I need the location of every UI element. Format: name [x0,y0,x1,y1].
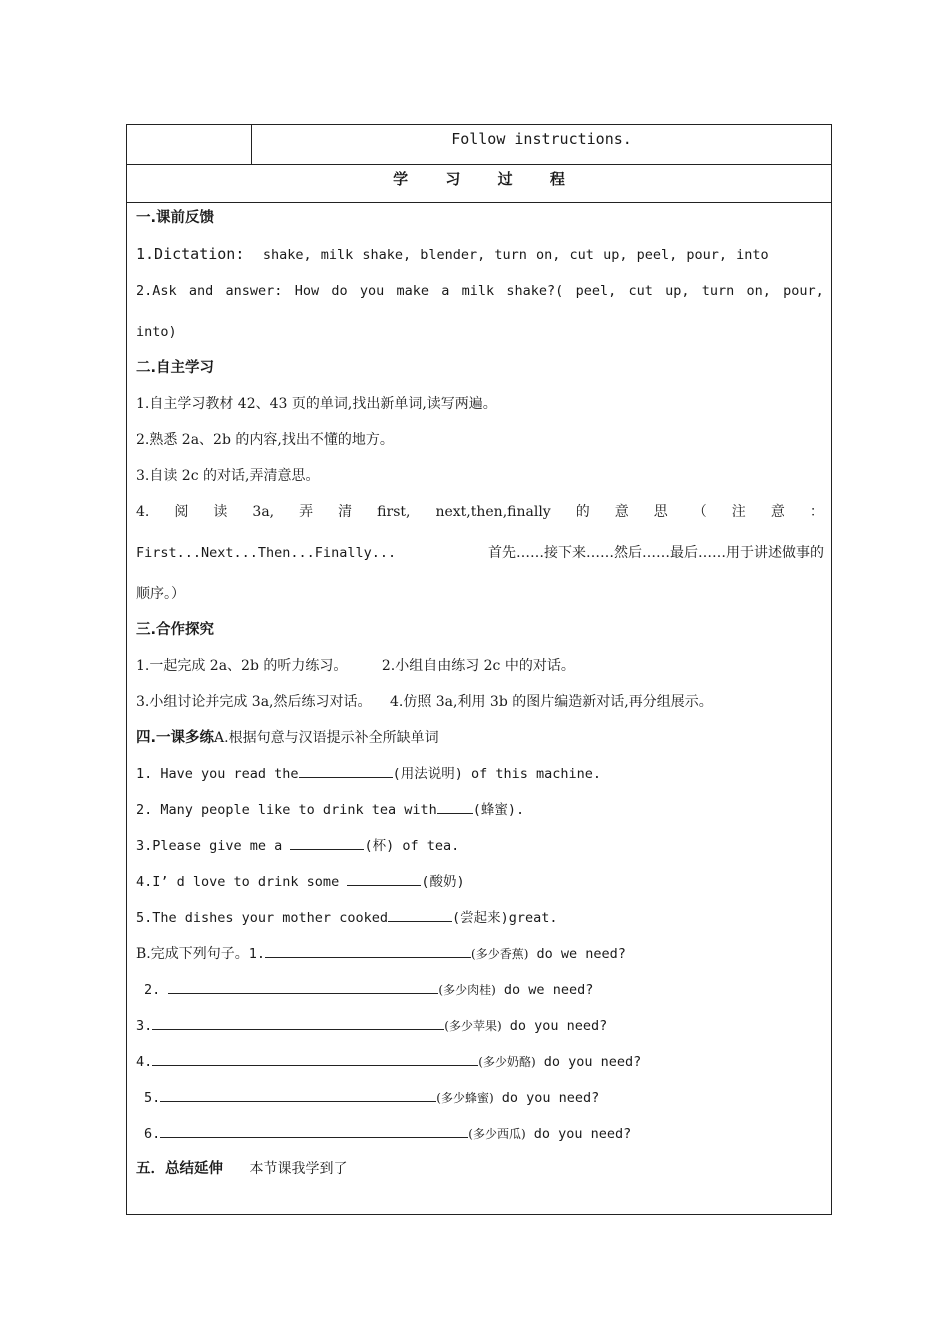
ask-answer-word: up, [665,283,690,299]
ask-answer-word: answer: [225,283,283,299]
a5-blank[interactable] [388,908,452,922]
exercise-b6 [144,1124,631,1144]
objective-text: Follow instructions. [451,130,632,148]
section-5-line [136,1159,347,1179]
ask-answer-word: make [396,283,429,299]
self-study-4-word: 的 [575,504,590,520]
a1-text: 1. Have you read the [136,766,299,782]
coop-line-2 [136,692,713,712]
b3-hint: (多少苹果) [444,1019,502,1033]
a3-blank[interactable] [290,836,364,850]
self-study-4-word: 意 [614,504,629,520]
b4-text-end: do you need? [543,1054,642,1070]
exercise-b2 [144,980,593,1000]
b6-number: 6. [144,1126,161,1142]
exercise-b3 [136,1016,607,1036]
section-4-line [136,728,439,748]
ask-answer-line [136,281,824,301]
self-study-item-4-line2 [136,543,824,563]
a3-hint: (杯) [364,838,395,854]
dictation-line [136,244,769,265]
a2-text: 2. Many people like to drink tea with [136,802,437,818]
ask-answer-cont: into) [136,324,177,340]
ask-answer-word: you [359,283,385,299]
summary-prompt: 本节课我学到了 [249,1161,348,1177]
b2-number: 2. [144,982,161,998]
ask-answer-word: and [188,283,214,299]
exercise-b1 [136,944,626,964]
a1-blank[interactable] [299,764,393,778]
section-4-heading: 四.一课多练 [136,730,215,746]
lesson-table [126,124,832,1215]
ask-answer-word: shake?( [506,283,564,299]
exercise-b4 [136,1052,641,1072]
ask-answer-word: How [294,283,320,299]
self-study-4-word: 清 [338,504,353,520]
ask-answer-word: pour, [783,283,824,299]
ask-answer-word: turn [701,283,735,299]
self-study-4-word: 注 [731,504,746,520]
a3-text-end: of tea. [402,838,460,854]
self-study-item-4 [136,502,824,522]
self-study-item-4-line3: 顺序。） [136,586,185,602]
self-study-4-word: ： [809,504,824,520]
a3-text: 3.Please give me a [136,838,283,854]
a5-text-end: great. [508,910,558,926]
ask-answer-word: cut [628,283,653,299]
self-study-4-word: 3a, [252,504,275,520]
ask-answer-word: milk [461,283,495,299]
b5-blank[interactable] [160,1088,436,1102]
ask-answer-word: on, [746,283,771,299]
a2-hint: (蜂蜜) [472,802,516,818]
b3-number: 3. [136,1018,153,1034]
section-5-heading: 五．总结延伸 [136,1161,223,1177]
coop-item-1: 1.一起完成 2a、2b 的听力练习。 [136,658,348,674]
a4-text: 4.I’ d love to drink some [136,874,340,890]
b6-text-end: do you need? [533,1126,632,1142]
a2-text-end: . [516,802,525,818]
self-study-4-word: next,then,finally [435,504,551,520]
b3-text-end: do you need? [509,1018,608,1034]
dictation-words: shake, milk shake, blender, turn on, cut up, peel, pour, into [262,247,769,263]
sequence-words: First...Next...Then...Finally... [136,545,397,561]
sequence-meaning: 首先……接下来……然后……最后……用于讲述做事的 [488,545,824,561]
a5-hint: (尝起来) [451,910,509,926]
section-2-heading: 二.自主学习 [136,360,215,376]
ask-answer-word: peel, [575,283,617,299]
self-study-item-2: 2.熟悉 2a、2b 的内容,找出不懂的地方。 [136,432,394,448]
objective-row [127,125,831,165]
b4-hint: (多少奶酪) [478,1055,536,1069]
exercise-a1 [136,764,601,784]
coop-line-1 [136,656,575,676]
dictation-label: 1.Dictation: [136,245,245,263]
b1-hint: (多少香蕉) [471,947,529,961]
self-study-item-1: 1.自主学习教材 42、43 页的单词,找出新单词,读写两遍。 [136,396,497,412]
b2-hint: (多少肉桂) [438,983,496,997]
b2-blank[interactable] [168,980,438,994]
ask-answer-word: do [331,283,348,299]
ask-answer-word: 2.Ask [136,283,177,299]
exercise-a4 [136,872,465,892]
self-study-4-word: 4. [136,504,150,520]
a4-hint: (酸奶) [421,874,465,890]
objective-label-cell [127,125,252,164]
coop-item-3: 3.小组讨论并完成 3a,然后练习对话。 [136,694,372,710]
ask-answer-word: a [441,283,450,299]
part-a-instruction: A.根据句意与汉语提示补全所缺单词 [214,730,439,746]
b1-number: 1. [248,946,266,962]
b1-text-end: do we need? [536,946,626,962]
self-study-4-word: 意 [770,504,785,520]
b2-text-end: do we need? [503,982,594,998]
b5-text-end: do you need? [501,1090,600,1106]
self-study-4-word: （ [692,504,707,520]
self-study-4-word: 阅 [174,504,189,520]
part-b-instruction: B.完成下列句子。 [136,946,249,962]
b6-hint: (多少西瓜) [468,1127,526,1141]
b3-blank[interactable] [152,1016,444,1030]
exercise-a3 [136,836,459,856]
section-3-heading: 三.合作探究 [136,622,215,638]
self-study-4-word: 弄 [299,504,314,520]
exercise-b5 [144,1088,599,1108]
exercise-a5 [136,908,558,928]
process-title: 学 习 过 程 [127,165,831,203]
b6-blank[interactable] [160,1124,468,1138]
self-study-4-word: 思 [653,504,668,520]
a2-blank[interactable] [437,800,473,814]
b4-number: 4. [136,1054,153,1070]
b5-hint: (多少蜂蜜) [436,1091,494,1105]
self-study-4-word: first, [377,504,411,520]
self-study-4-word: 读 [213,504,228,520]
self-study-item-3: 3.自读 2c 的对话,弄清意思。 [136,468,320,484]
b5-number: 5. [144,1090,161,1106]
a1-text-end: of this machine. [470,766,602,782]
b4-blank[interactable] [152,1052,478,1066]
section-1-heading: 一.课前反馈 [136,210,215,226]
b1-blank[interactable] [265,944,471,958]
a1-hint: (用法说明) [392,766,463,782]
exercise-a2 [136,800,524,820]
a5-text: 5.The dishes your mother cooked [136,910,388,926]
coop-item-4: 4.仿照 3a,利用 3b 的图片编造新对话,再分组展示。 [389,694,713,710]
a4-blank[interactable] [347,872,421,886]
coop-item-2: 2.小组自由练习 2c 中的对话。 [381,658,575,674]
